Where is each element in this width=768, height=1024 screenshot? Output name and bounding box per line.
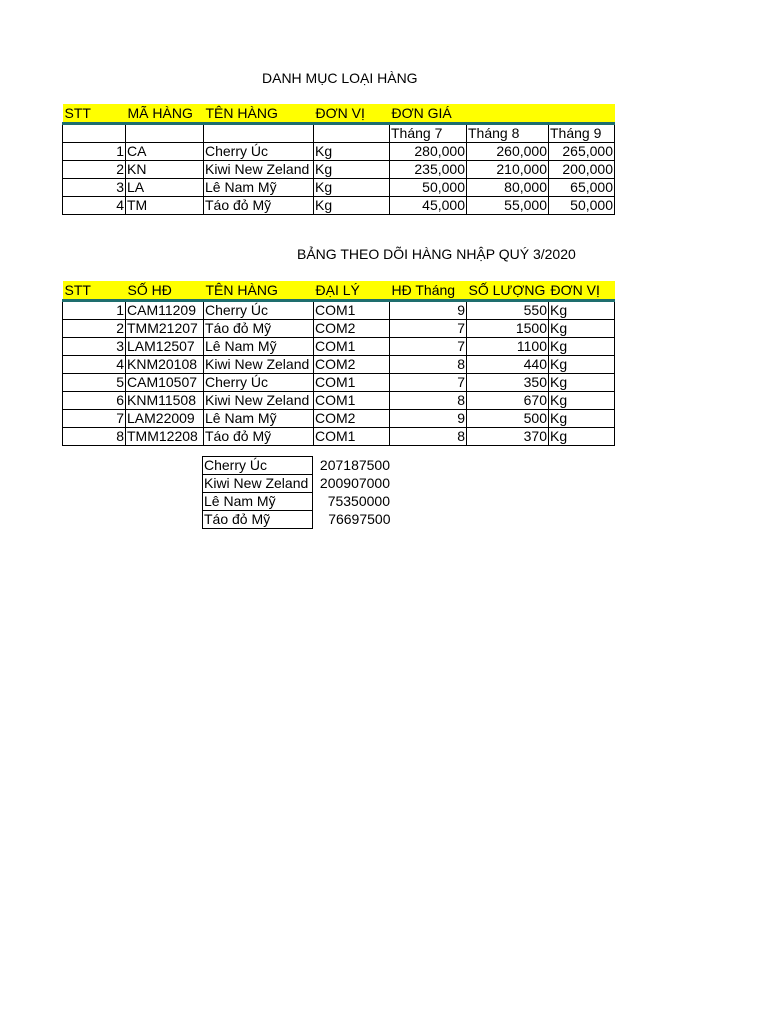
table-row [63,428,615,446]
summary-name-cell: Kiwi New Zeland [203,475,313,493]
qty-cell: 370 [467,428,549,446]
price-cell: 55,000 [467,197,549,215]
summary-total-cell: 200907000 [319,475,390,491]
agent-cell: COM2 [314,356,390,374]
month-cell: 8 [390,428,467,446]
name-cell: Lê Nam Mỹ [204,179,314,197]
code-cell: LA [126,179,204,197]
agent-cell: COM1 [314,392,390,410]
table-row [63,374,615,392]
summary-name-cell: Táo đỏ Mỹ [203,511,313,529]
header-invoice: SỐ HĐ [126,281,204,301]
name-cell: Lê Nam Mỹ [204,338,314,356]
month-cell: 7 [390,320,467,338]
summary-total-cell: 76697500 [328,511,391,527]
table-row [63,392,615,410]
price-cell: 65,000 [549,179,615,197]
header-unit: ĐƠN VỊ [314,104,390,124]
month-cell: 7 [390,338,467,356]
month-cell: 8 [390,392,467,410]
stt-cell: 7 [63,410,126,428]
unit-cell: Kg [549,428,615,446]
agent-cell: COM1 [314,428,390,446]
invoice-cell: KNM20108 [126,356,204,374]
price-cell: 45,000 [390,197,467,215]
qty-cell: 550 [467,301,549,320]
stt-cell: 3 [63,179,126,197]
stt-cell: 4 [63,197,126,215]
stt-cell: 1 [63,301,126,320]
header-price: ĐƠN GIÁ [390,104,467,124]
qty-cell: 350 [467,374,549,392]
table-row [63,301,615,320]
table-row [203,475,391,493]
unit-cell: Kg [549,338,615,356]
invoice-cell: KNM11508 [126,392,204,410]
table-row [63,197,615,215]
price-cell: 80,000 [467,179,549,197]
catalog-title: DANH MỤC LOẠI HÀNG [262,70,418,86]
name-cell: Kiwi New Zeland [204,392,314,410]
month-7-header: Tháng 7 [390,124,467,143]
price-cell: 260,000 [467,143,549,161]
price-cell: 200,000 [549,161,615,179]
qty-cell: 440 [467,356,549,374]
unit-cell: Kg [549,301,615,320]
table-row [63,356,615,374]
tracking-title: BẢNG THEO DÕI HÀNG NHẬP QUÝ 3/2020 [297,246,576,262]
summary-total-cell: 207187500 [319,457,390,473]
tracking-header-row [63,281,615,301]
month-cell: 9 [390,410,467,428]
price-cell: 50,000 [549,197,615,215]
table-row [63,143,615,161]
table-row [63,338,615,356]
month-cell: 8 [390,356,467,374]
header-stt: STT [63,281,126,301]
agent-cell: COM1 [314,338,390,356]
qty-cell: 670 [467,392,549,410]
table-row [63,410,615,428]
header-stt: STT [63,104,126,124]
unit-cell: Kg [549,392,615,410]
qty-cell: 1100 [467,338,549,356]
header-name: TÊN HÀNG [204,281,314,301]
header-agent: ĐẠI LÝ [314,281,390,301]
stt-cell: 6 [63,392,126,410]
invoice-cell: LAM12507 [126,338,204,356]
header-code: MÃ HÀNG [126,104,204,124]
name-cell: Kiwi New Zeland [204,161,314,179]
summary-total-cell: 75350000 [327,493,390,509]
invoice-cell: TMM12208 [126,428,204,446]
header-month: HĐ Tháng [390,281,467,301]
stt-cell: 2 [63,161,126,179]
stt-cell: 5 [63,374,126,392]
header-blank [549,104,615,124]
month-9-header: Tháng 9 [549,124,615,143]
unit-cell: Kg [314,197,390,215]
invoice-cell: CAM10507 [126,374,204,392]
price-cell: 265,000 [549,143,615,161]
qty-cell: 500 [467,410,549,428]
header-qty: SỐ LƯỢNG [467,281,549,301]
name-cell: Táo đỏ Mỹ [204,197,314,215]
unit-cell: Kg [314,179,390,197]
name-cell: Lê Nam Mỹ [204,410,314,428]
table-row [203,511,391,529]
table-row [63,179,615,197]
name-cell: Cherry Úc [204,374,314,392]
agent-cell: COM1 [314,301,390,320]
stt-cell: 2 [63,320,126,338]
tracking-table [62,281,615,446]
summary-name-cell: Cherry Úc [203,457,313,475]
blank-cell [126,124,204,143]
price-cell: 50,000 [390,179,467,197]
month-cell: 7 [390,374,467,392]
blank-cell [63,124,126,143]
header-unit: ĐƠN VỊ [549,281,615,301]
unit-cell: Kg [549,356,615,374]
name-cell: Táo đỏ Mỹ [204,320,314,338]
header-blank [467,104,549,124]
month-cell: 9 [390,301,467,320]
blank-cell [204,124,314,143]
stt-cell: 3 [63,338,126,356]
table-row [203,493,391,511]
month-8-header: Tháng 8 [467,124,549,143]
stt-cell: 8 [63,428,126,446]
agent-cell: COM1 [314,374,390,392]
month-row [63,124,615,143]
table-row [203,457,391,475]
price-cell: 235,000 [390,161,467,179]
code-cell: KN [126,161,204,179]
code-cell: CA [126,143,204,161]
unit-cell: Kg [314,161,390,179]
price-cell: 280,000 [390,143,467,161]
stt-cell: 4 [63,356,126,374]
name-cell: Táo đỏ Mỹ [204,428,314,446]
table-row [63,161,615,179]
name-cell: Kiwi New Zeland [204,356,314,374]
unit-cell: Kg [549,320,615,338]
agent-cell: COM2 [314,410,390,428]
name-cell: Cherry Úc [204,143,314,161]
price-cell: 210,000 [467,161,549,179]
unit-cell: Kg [549,374,615,392]
code-cell: TM [126,197,204,215]
table-row [63,320,615,338]
invoice-cell: LAM22009 [126,410,204,428]
summary-name-cell: Lê Nam Mỹ [203,493,313,511]
catalog-table [62,104,615,215]
unit-cell: Kg [549,410,615,428]
agent-cell: COM2 [314,320,390,338]
qty-cell: 1500 [467,320,549,338]
blank-cell [314,124,390,143]
header-name: TÊN HÀNG [204,104,314,124]
invoice-cell: CAM11209 [126,301,204,320]
summary-table [202,456,391,529]
stt-cell: 1 [63,143,126,161]
catalog-header-row [63,104,615,124]
unit-cell: Kg [314,143,390,161]
invoice-cell: TMM21207 [126,320,204,338]
name-cell: Cherry Úc [204,301,314,320]
